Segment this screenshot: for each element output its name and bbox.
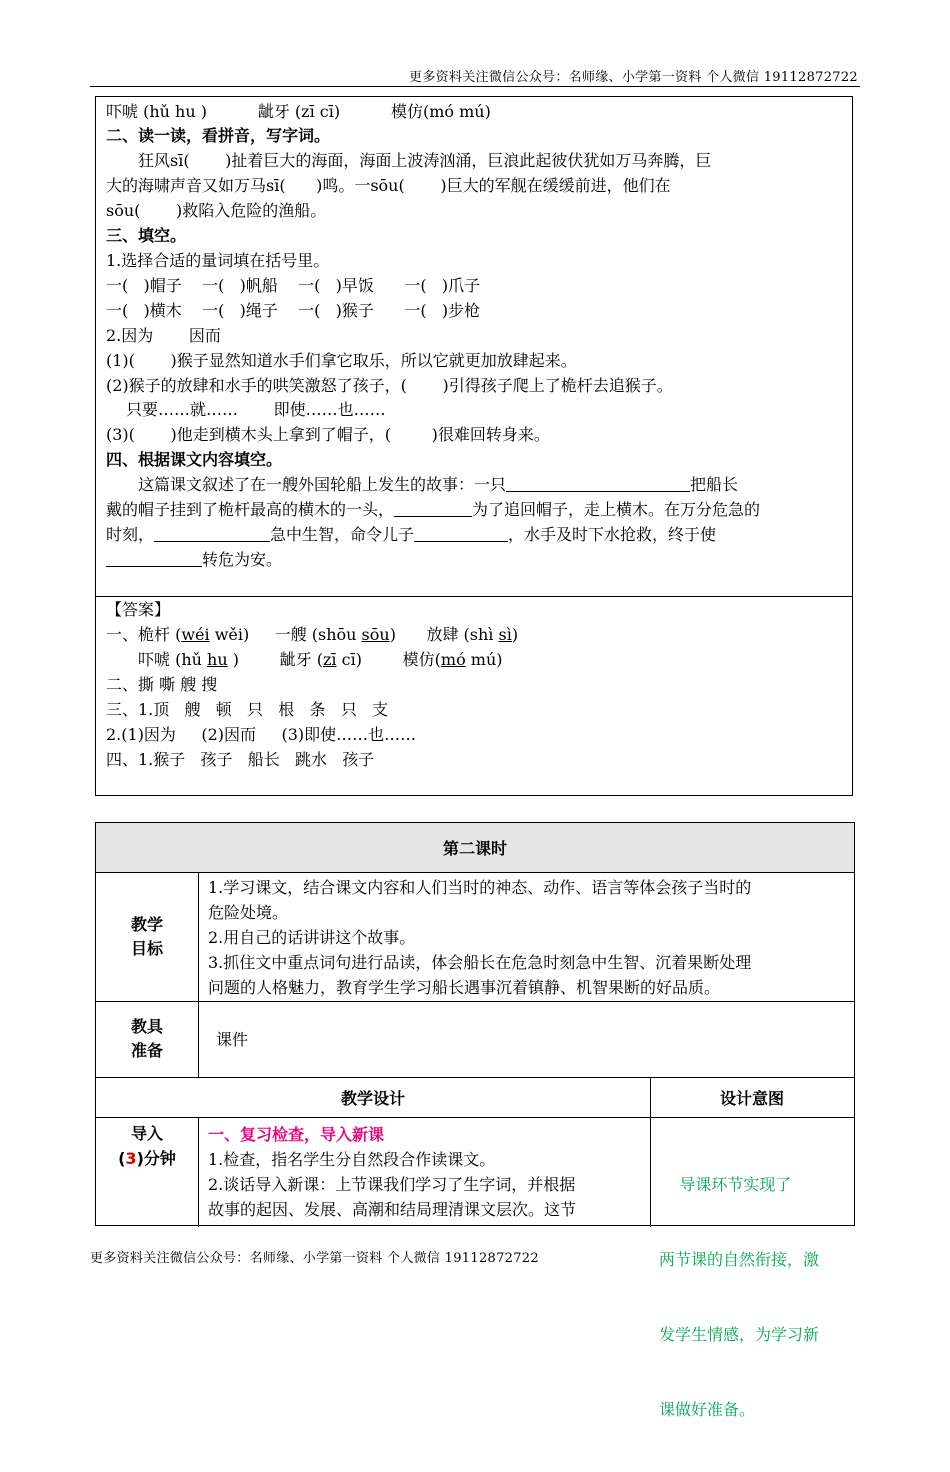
text: 目标: [130, 938, 163, 958]
row-divider: [96, 872, 854, 873]
row-divider: [96, 1001, 854, 1002]
question-line: (3)( )他走到横木头上拿到了帽子，( )很难回转身来。: [106, 425, 550, 444]
text: 导入: [130, 1124, 163, 1143]
underlined-answer: wéi: [181, 625, 210, 644]
goal-line: 危险处境。: [208, 903, 289, 922]
text: 准备: [130, 1041, 163, 1060]
blank[interactable]: [394, 500, 472, 517]
text: 急中生智，命令儿子: [270, 525, 415, 544]
text: 为了追回帽子，走上横木。在万分危急的: [472, 500, 761, 519]
text: (: [118, 1149, 126, 1168]
paragraph-line: 大的海啸声音又如万马sī( )鸣。一sōu( )巨大的军舰在缓缓前进，他们在: [106, 176, 671, 195]
text: 教学: [130, 914, 163, 934]
answer-line: 二、撕 嘶 艘 搜: [106, 675, 218, 694]
intent-header: 设计意图: [719, 1088, 784, 1108]
question-line: 一( )横木 一( )绳子 一( )猴子 一( )步枪: [106, 301, 481, 320]
text: mú): [465, 650, 503, 669]
intro-line: 1.检查，指名学生分自然段合作读课文。: [208, 1150, 496, 1169]
answer-line: 四、1.猴子 孩子 船长 跳水 孩子: [106, 750, 375, 769]
paragraph-line: sōu( )救陷入危险的渔船。: [106, 201, 327, 220]
question-line: 1.选择合适的量词填在括号里。: [106, 251, 330, 270]
goal-line: 2.用自己的话讲讲这个故事。: [208, 928, 416, 947]
tools-label: [96, 1001, 198, 1077]
answer-line: [106, 625, 518, 645]
underlined-answer: hu: [207, 650, 228, 669]
intro-heading: 一、复习检查，导入新课: [208, 1125, 385, 1144]
blank[interactable]: [506, 475, 690, 492]
text: ，水手及时下水抢救，终于使: [508, 525, 717, 544]
text: 吓唬 (hǔ: [138, 650, 208, 669]
answer-line: [106, 650, 503, 670]
design-header: 教学设计: [340, 1088, 405, 1108]
intro-content: [208, 1122, 648, 1222]
header-rule: [90, 86, 860, 87]
text: 这篇课文叙述了在一艘外国轮船上发生的故事：一只: [138, 475, 507, 494]
tools-content: 课件: [216, 1030, 249, 1049]
fill-line: [106, 500, 760, 520]
goal-line: 1.学习课文，结合课文内容和人们当时的神态、动作、语言等体会孩子当时的: [208, 878, 752, 897]
answer-title: 【答案】: [106, 600, 171, 619]
blank[interactable]: [106, 550, 202, 567]
text: ) 放肆 (shì: [389, 625, 499, 644]
section-3-title: 三、填空。: [106, 226, 187, 245]
goals-label: [96, 872, 198, 1001]
question-line: (1)( )猴子显然知道水手们拿它取乐，所以它就更加放肆起来。: [106, 351, 577, 370]
underlined-answer: sì: [498, 625, 512, 644]
intent-line: 导课环节实现了: [659, 1175, 792, 1194]
pinyin-line: 吓唬 (hǔ hu ) 龇牙 (zī cī) 模仿(mó mú): [106, 102, 491, 121]
text: 转危为安。: [202, 550, 283, 569]
goal-line: 问题的人格魅力，教育学生学习船长遇事沉着镇静、机智果断的好品质。: [208, 978, 721, 997]
label-column-divider: [198, 872, 199, 1077]
text: 一、桅杆 (: [106, 625, 182, 644]
text: wěi) 一艘 (shōu: [209, 625, 362, 644]
text: ): [511, 625, 519, 644]
intent-line: 课做好准备。: [659, 1400, 756, 1419]
answer-line: 2.(1)因为 (2)因而 (3)即使……也……: [106, 725, 417, 744]
row-divider: [96, 1117, 854, 1118]
question-line: 一( )帽子 一( )帆船 一( )早饭 一( )爪子: [106, 276, 481, 295]
text: 教具: [130, 1017, 163, 1036]
intent-line: 两节课的自然衔接，激: [659, 1250, 820, 1269]
text: ) 龇牙 (: [227, 650, 323, 669]
exercise-box: [95, 96, 853, 796]
question-line: (2)猴子的放肆和水手的哄笑激怒了孩子，( )引得孩子爬上了桅杆去追猴子。: [106, 376, 673, 395]
section-2-title: 二、读一读，看拼音，写字词。: [106, 126, 331, 145]
goal-line: 3.抓住文中重点词句进行品读，体会船长在危急时刻急中生智、沉着果断处理: [208, 953, 752, 972]
goals-content: [208, 875, 848, 1000]
text: cī) 模仿(: [336, 650, 441, 669]
text: 时刻，: [106, 525, 155, 544]
text: 把船长: [690, 475, 739, 494]
intro-time: [118, 1146, 176, 1171]
fill-line: [106, 475, 738, 495]
label-column-divider: [198, 1117, 199, 1227]
intent-content: [659, 1122, 854, 1472]
page-header: 更多资料关注微信公众号：名师缘、小学第一资料 个人微信 19112872722: [409, 70, 858, 85]
question-line: 2.因为 因而: [106, 326, 221, 345]
intro-line: 2.谈话导入新课：上节课我们学习了生字词，并根据: [208, 1175, 576, 1194]
lesson-title: 第二课时: [442, 839, 507, 858]
text: 戴的帽子挂到了桅杆最高的横木的一头，: [106, 500, 395, 519]
page-footer: 更多资料关注微信公众号：名师缘、小学第一资料 个人微信 19112872722: [90, 1251, 539, 1266]
paragraph-line: 狂风sī( )扯着巨大的海面，海面上波涛汹涌，巨浪此起彼伏犹如万马奔腾，巨: [138, 151, 712, 170]
underlined-answer: sōu: [361, 625, 390, 644]
blank[interactable]: [414, 525, 508, 542]
underlined-answer: mó: [440, 650, 466, 669]
intro-line: 故事的起因、发展、高潮和结局理清课文层次。这节: [208, 1200, 577, 1219]
fill-line: [106, 550, 282, 570]
answer-line: 三、1.顶 艘 顿 只 根 条 只 支: [106, 700, 389, 719]
answer-divider: [96, 596, 852, 597]
intro-label: [96, 1121, 198, 1175]
fill-line: [106, 525, 716, 545]
question-line: 只要……就…… 即使……也……: [126, 400, 386, 419]
section-4-title: 四、根据课文内容填空。: [106, 450, 283, 469]
underlined-answer: zī: [323, 650, 337, 669]
time-number: 3: [125, 1149, 137, 1168]
intent-line: 发学生情感，为学习新: [659, 1325, 820, 1344]
blank[interactable]: [154, 525, 270, 542]
text: )分钟: [136, 1149, 176, 1168]
